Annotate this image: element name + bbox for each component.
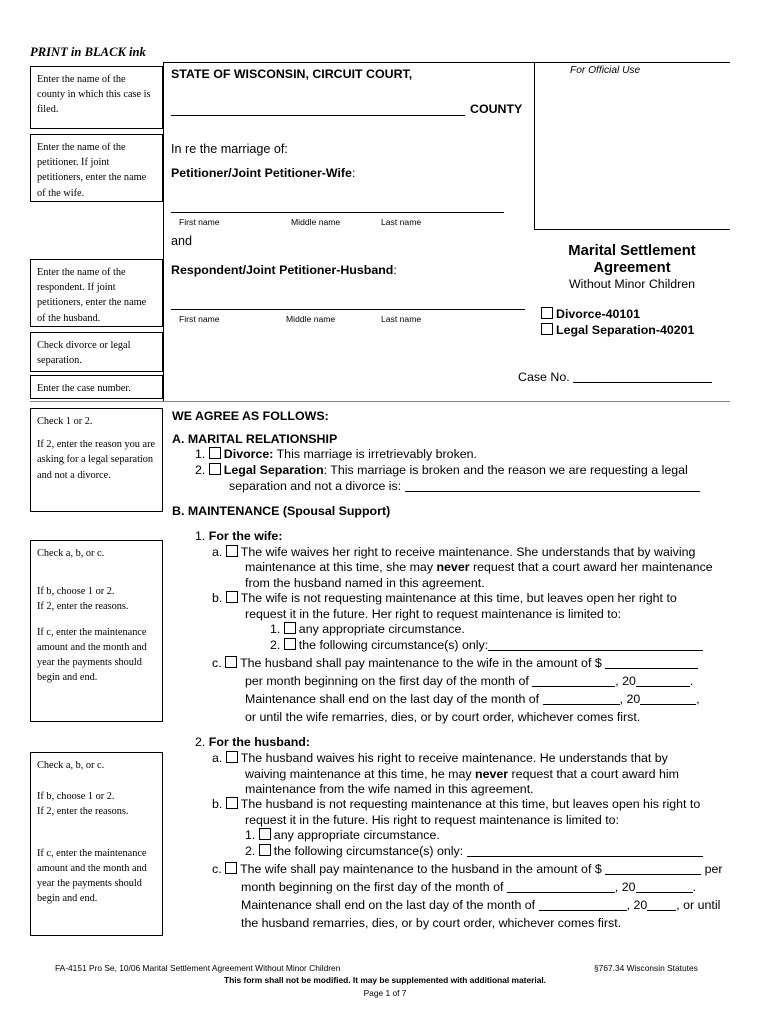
wife-circumstances-input[interactable]: [488, 639, 703, 651]
respondent-middle-name-label: Middle name: [286, 314, 336, 324]
wife-option-c-line4: or until the wife remarries, dies, or by court order, whichever comes first.: [245, 710, 641, 724]
wife-option-b: b. The wife is not requesting maintenance at this time, but leaves open her right to: [212, 591, 677, 605]
petitioner-middle-name-label: Middle name: [291, 217, 341, 227]
wife-option-c: c. The husband shall pay maintenance to the wife in the amount of $: [212, 656, 698, 670]
husband-end-year-input[interactable]: [647, 899, 676, 911]
husband-waive-checkbox[interactable]: [226, 751, 238, 763]
official-use-divider: [534, 62, 535, 230]
separation-checkbox[interactable]: [541, 323, 553, 335]
respondent-label: Respondent/Joint Petitioner-Husband:: [171, 263, 397, 277]
wife-start-year-input[interactable]: [636, 675, 690, 687]
county-line[interactable]: [171, 115, 465, 116]
husband-end-month-input[interactable]: [539, 899, 627, 911]
husband-amount-input[interactable]: [605, 863, 701, 875]
case-number-field: Case No.: [518, 370, 712, 384]
wife-end-month-input[interactable]: [543, 693, 620, 705]
in-re-label: In re the marriage of:: [171, 142, 288, 156]
husband-any-circumstance-checkbox[interactable]: [259, 828, 271, 840]
print-note: PRINT in BLACK ink: [30, 45, 146, 59]
husband-option-c-line4: the husband remarries, dies, or by court order, whichever comes first.: [241, 916, 622, 930]
wife-option-a: a. The wife waives her right to receive maintenance. She understands that by waiving: [212, 545, 696, 559]
wife-start-month-input[interactable]: [532, 675, 615, 687]
wife-option-a-line2: maintenance at this time, she may never request that a court award her maintenance: [245, 560, 713, 574]
husband-circumstances-input[interactable]: [467, 845, 703, 857]
husband-option-b2: 2. the following circumstance(s) only:: [245, 844, 703, 858]
wife-reserve-checkbox[interactable]: [226, 591, 238, 603]
option-a2-continued: separation and not a divorce is:: [229, 479, 700, 493]
petitioner-first-name-label: First name: [179, 217, 220, 227]
hint-divorce: Check divorce or legal separation.: [30, 332, 163, 372]
caption-bottom-rule: [30, 401, 730, 402]
agree-heading: WE AGREE AS FOLLOWS:: [172, 409, 329, 423]
husband-pays-checkbox[interactable]: [225, 656, 237, 668]
husband-start-month-input[interactable]: [507, 881, 615, 893]
husband-start-year-input[interactable]: [636, 881, 693, 893]
separation-relationship-checkbox[interactable]: [209, 463, 221, 475]
husband-option-c: c. The wife shall pay maintenance to the husband in the amount of $ per: [212, 862, 723, 876]
husband-heading: 2. For the husband:: [195, 735, 310, 749]
wife-option-b2: 2. the following circumstance(s) only:: [270, 638, 703, 652]
section-a-heading: A. MARITAL RELATIONSHIP: [172, 432, 338, 446]
footer-form-id: FA-4151 Pro Se, 10/06 Marital Settlement Agreement Without Minor Children: [55, 963, 341, 973]
divorce-checkbox[interactable]: [541, 307, 553, 319]
option-a2: 2. Legal Separation: This marriage is broken and the reason we are requesting a legal: [195, 463, 688, 477]
case-number-input[interactable]: [573, 371, 712, 383]
hint-petitioner: Enter the name of the petitioner. If joint petitioners, enter the name of the wife.: [30, 134, 163, 202]
wife-option-b-line2: request it in the future. Her right to request maintenance is limited to:: [245, 607, 622, 621]
section-b-heading: B. MAINTENANCE (Spousal Support): [172, 504, 391, 518]
husband-option-b-line2: request it in the future. His right to request maintenance is limited to:: [245, 813, 619, 827]
petitioner-label: Petitioner/Joint Petitioner-Wife:: [171, 166, 356, 180]
husband-option-b: b. The husband is not requesting maintenance at this time, but leaves open his right to: [212, 797, 701, 811]
hint-section-a: Check 1 or 2. If 2, enter the reason you are asking for a legal separation and not a divorce.: [30, 408, 163, 512]
wife-any-circumstance-checkbox[interactable]: [284, 622, 296, 634]
wife-option-a-line3: from the husband named in this agreement.: [245, 576, 485, 590]
separation-option: Legal Separation-40201: [541, 323, 694, 337]
footer-page-number: Page 1 of 7: [363, 988, 407, 998]
husband-option-c-line2: month beginning on the first day of the month of , 20 .: [241, 880, 697, 894]
wife-amount-input[interactable]: [605, 657, 698, 669]
footer-statute: §767.34 Wisconsin Statutes: [594, 963, 698, 973]
hint-wife: Check a, b, or c. If b, choose 1 or 2. If 2, enter the reasons. If c, enter the maintenance amount and the month and year the payments should begin and end.: [30, 540, 163, 722]
option-a1: 1. Divorce: This marriage is irretrievably broken.: [195, 447, 477, 461]
top-rule: [163, 62, 730, 63]
husband-option-b1: 1. any appropriate circumstance.: [245, 828, 440, 842]
footer-notice: This form shall not be modified. It may be supplemented with additional material.: [223, 975, 547, 985]
separation-reason-input[interactable]: [405, 480, 700, 492]
husband-option-a-line2: waiving maintenance at this time, he may never request that a court award him: [245, 767, 679, 781]
official-use-rule: [534, 229, 730, 230]
husband-option-a: a. The husband waives his right to receive maintenance. He understands that by: [212, 751, 668, 765]
wife-pays-checkbox[interactable]: [225, 862, 237, 874]
caption-divider: [163, 62, 164, 402]
wife-following-circumstances-checkbox[interactable]: [284, 638, 296, 650]
wife-option-b1: 1. any appropriate circumstance.: [270, 622, 465, 636]
hint-husband: Check a, b, or c. If b, choose 1 or 2. If 2, enter the reasons. If c, enter the maintenance amount and the month and year the payments should begin and end.: [30, 752, 163, 936]
hint-county: Enter the name of the county in which this case is filed.: [30, 66, 163, 129]
court-heading: STATE OF WISCONSIN, CIRCUIT COURT,: [171, 67, 413, 81]
divorce-option: Divorce-40101: [541, 307, 640, 321]
wife-waive-checkbox[interactable]: [226, 545, 238, 557]
county-label: COUNTY: [470, 102, 523, 116]
form-title-line2: Agreement: [593, 260, 671, 276]
husband-option-a-line3: maintenance from the wife named in this agreement.: [245, 782, 534, 796]
wife-option-c-line2: per month beginning on the first day of the month of , 20 .: [245, 674, 694, 688]
husband-reserve-checkbox[interactable]: [226, 797, 238, 809]
respondent-name-line[interactable]: [171, 309, 525, 310]
petitioner-name-line[interactable]: [171, 212, 504, 213]
official-use-label: For Official Use: [570, 65, 641, 76]
petitioner-last-name-label: Last name: [381, 217, 422, 227]
form-title-line1: Marital Settlement: [568, 243, 696, 259]
divorce-relationship-checkbox[interactable]: [209, 447, 221, 459]
respondent-first-name-label: First name: [179, 314, 220, 324]
husband-following-circumstances-checkbox[interactable]: [259, 844, 271, 856]
form-subtitle: Without Minor Children: [568, 277, 696, 291]
hint-respondent: Enter the name of the respondent. If joint petitioners, enter the name of the husband.: [30, 259, 163, 327]
respondent-last-name-label: Last name: [381, 314, 422, 324]
and-label: and: [171, 234, 193, 248]
wife-end-year-input[interactable]: [640, 693, 696, 705]
husband-option-c-line3: Maintenance shall end on the last day of the month of , 20 , or until: [241, 898, 721, 912]
wife-option-c-line3: Maintenance shall end on the last day of the month of , 20 ,: [245, 692, 700, 706]
wife-heading: 1. For the wife:: [195, 529, 283, 543]
hint-case-number: Enter the case number.: [30, 375, 163, 399]
